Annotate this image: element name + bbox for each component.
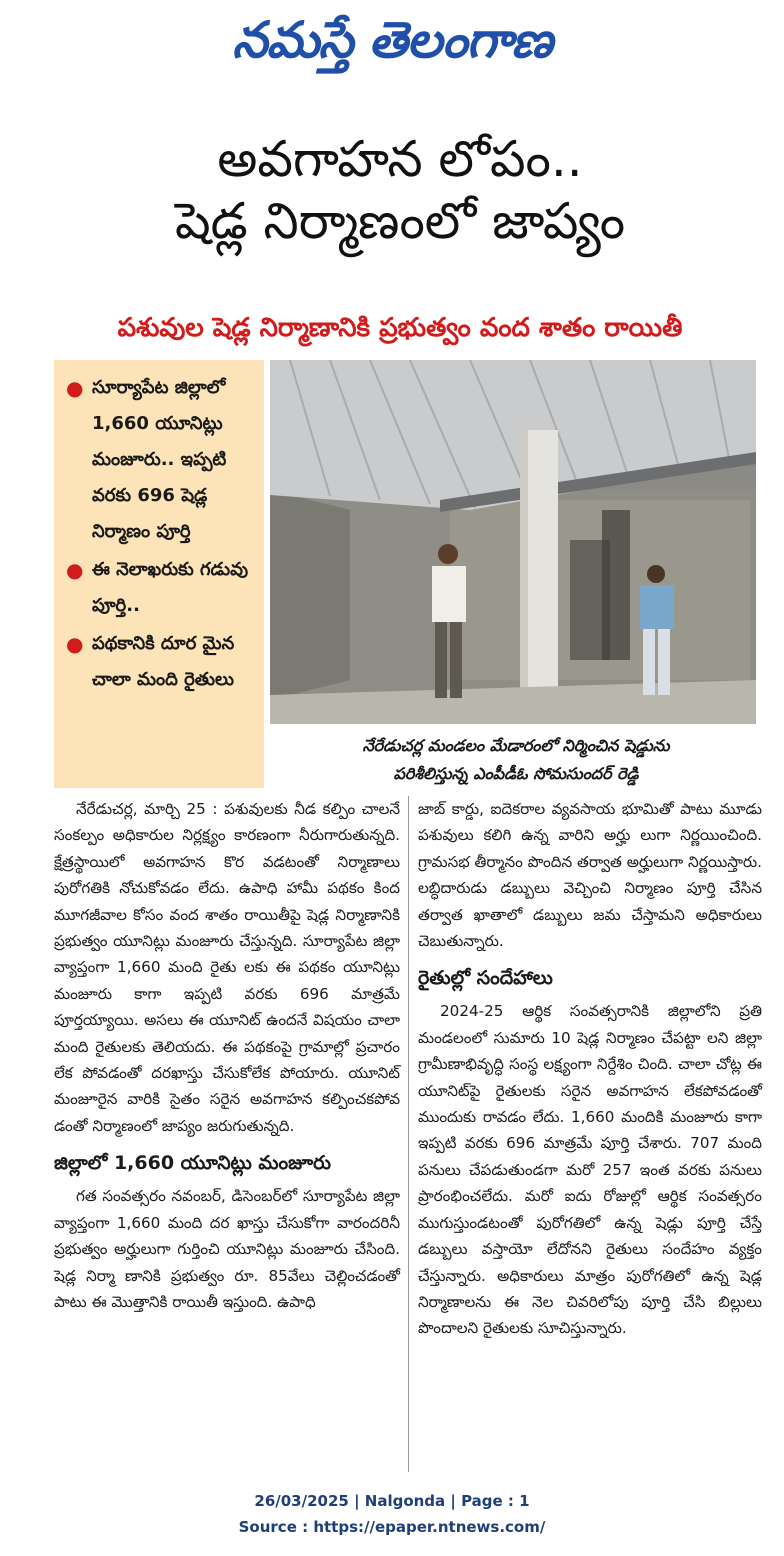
article-paragraph: గత సంవత్సరం నవంబర్, డిసెంబర్‌లో సూర్యాపేట జిల్లా వ్యాప్తంగా 1,660 మంది దర ఖాస్తు చేసుకోగా వారందరినీ ప్రభుత్వం అర్హులుగా గుర్తించి యూనిట్లు మంజూరు చేసింది. షెడ్ల నిర్మా ణానికి ప్రభుత్వం రూ. 85వేలు చెల్లించడంతో పాటు ఈ మొత్తానికి రాయితీ ఇస్తుంది. ఉపాధి [54,1187,400,1311]
bullet-icon: ● [66,376,84,400]
news-photo [270,360,756,724]
highlights-box [54,360,264,788]
highlight-text: ఈ నెలాఖరుకు గడువు పూర్తి.. [92,559,249,616]
bullet-icon: ● [66,632,84,656]
section-heading: రైతుల్లో సందేహాలు [418,967,553,990]
headline-line-2: షెడ్ల నిర్మాణంలో జాప్యం [174,192,626,250]
headline [40,128,760,252]
bullet-icon: ● [66,558,84,582]
article-paragraph: జాబ్ కార్డు, ఐదెకరాల వ్యవసాయ భూమితో పాటు మూడు పశువులు కలిగి ఉన్న వారిని అర్హు లుగా నిర్ణయించింది. గ్రామసభ తీర్మానం పొందిన తర్వాత అర్హులుగా నిర్ణయిస్తారు. లబ్ధిదారుడు డబ్బులు వెచ్చించి నిర్మాణం పూర్తి చేసిన తర్వాత ఖాతాలో డబ్బులు జమ చేస్తామని అధికారులు చెబుతున్నారు. [418,800,763,951]
highlight-item [66,626,254,698]
photo-caption [276,732,756,788]
highlight-text: సూర్యాపేట జిల్లాలో 1,660 యూనిట్లు మంజూరు.. ఇప్పటి వరకు 696 షెడ్ల నిర్మాణం పూర్తి [92,377,227,542]
headline-line-1: అవగాహన లోపం.. [217,130,583,188]
highlight-item [66,552,254,624]
footer [0,1488,784,1540]
shed-photo-illustration [270,360,756,724]
article-column-left [54,796,400,1315]
highlight-item [66,370,254,550]
article-column-right [418,796,762,1342]
footer-date-edition: 26/03/2025 | Nalgonda | Page : 1 [254,1492,530,1510]
section-heading: జిల్లాలో 1,660 యూనిట్లు మంజూరు [54,1152,331,1175]
caption-line-1: నేరేడుచర్ల మండలం మేడారంలో నిర్మించిన షెడ్డును [362,736,670,755]
subheadline: పశువుల షెడ్ల నిర్మాణానికి ప్రభుత్వం వంద శాతం రాయితీ [117,313,683,343]
footer-source: Source : https://epaper.ntnews.com/ [238,1518,546,1536]
caption-line-2: పరిశీలిస్తున్న ఎంపీడీఓ సోమసుందర్ రెడ్డి [393,764,639,783]
article-paragraph: 2024-25 ఆర్థిక సంవత్సరానికి జిల్లాలోని ప్రతి మండలంలో సుమారు 10 షెడ్ల నిర్మాణం చేపట్టా లని జిల్లా గ్రామీణాభివృద్ధి సంస్థ లక్ష్యంగా నిర్దేశిం చింది. చాలా చోట్ల ఈ యూనిట్‌పై రైతులకు సరైన అవగాహన లేకపోవడంతో ముందుకు రావడం లేదు. 1,660 మందికి మంజూరు కాగా ఇప్పటి వరకు 696 మాత్రమే పూర్తి చేశారు. 707 మంది పనులు చేపడుతుండగా మరో 257 ఇంత వరకు పనులు ప్రారంభించలేదు. మరో ఐదు రోజుల్లో ఆర్థిక సంవత్సరం ముగుస్తుండటంతో పురోగతిలో ఉన్న షెడ్లు పూర్తి చేస్తే డబ్బులు వస్తాయో లేదోనని రైతులు సందేహం వ్యక్తం చేస్తున్నారు. అధికారులు మాత్రం పురోగతిలో ఉన్న షెడ్ల నిర్మాణాలను ఈ నెల చివరిలోపు పూర్తి చేసి బిల్లులు పొందాలని రైతులకు సూచిస్తున్నారు. [418,1002,762,1338]
highlight-text: పథకానికి దూర మైన చాలా మంది రైతులు [92,633,235,690]
column-divider [408,796,409,1472]
article-paragraph: నేరేడుచర్ల, మార్చి 25 : పశువులకు నీడ కల్పిం చాలనే సంకల్పం అధికారుల నిర్లక్ష్యం కారణంగా నీరుగారుతున్నది. క్షేత్రస్థాయిలో అవగాహన కొర వడటంతో నిర్మాణాలు పురోగతికి నోచుకోవడం లేదు. ఉపాధి హామీ పథకం కింద మూగజీవాల కోసం వంద శాతం రాయితీపై షెడ్ల నిర్మాణానికి ప్రభుత్వం యూనిట్లు మంజూరు చేస్తున్నది. సూర్యాపేట జిల్లా వ్యాప్తంగా 1,660 మంది రైతు లకు ఈ పథకం యూనిట్లు మంజూరు కాగా ఇప్పటి వరకు 696 మాత్రమే పూర్తయ్యాయి. అసలు ఈ యూనిట్ ఉందనే విషయం చాలా మంది రైతులకు తెలియదు. ఈ పథకంపై గ్రామాల్లో ప్రచారం లేక పోవడంతో దరఖాస్తు చేసుకోలేక పోయారు. యూనిట్ మంజూరైన వారికి సైతం సరైన అవగాహన కల్పించకపోవ డంతో నిర్మాణంలో జాప్యం జరుగుతున్నది. [54,800,400,1135]
masthead-title: నమస్తే తెలంగాణ [232,11,552,69]
